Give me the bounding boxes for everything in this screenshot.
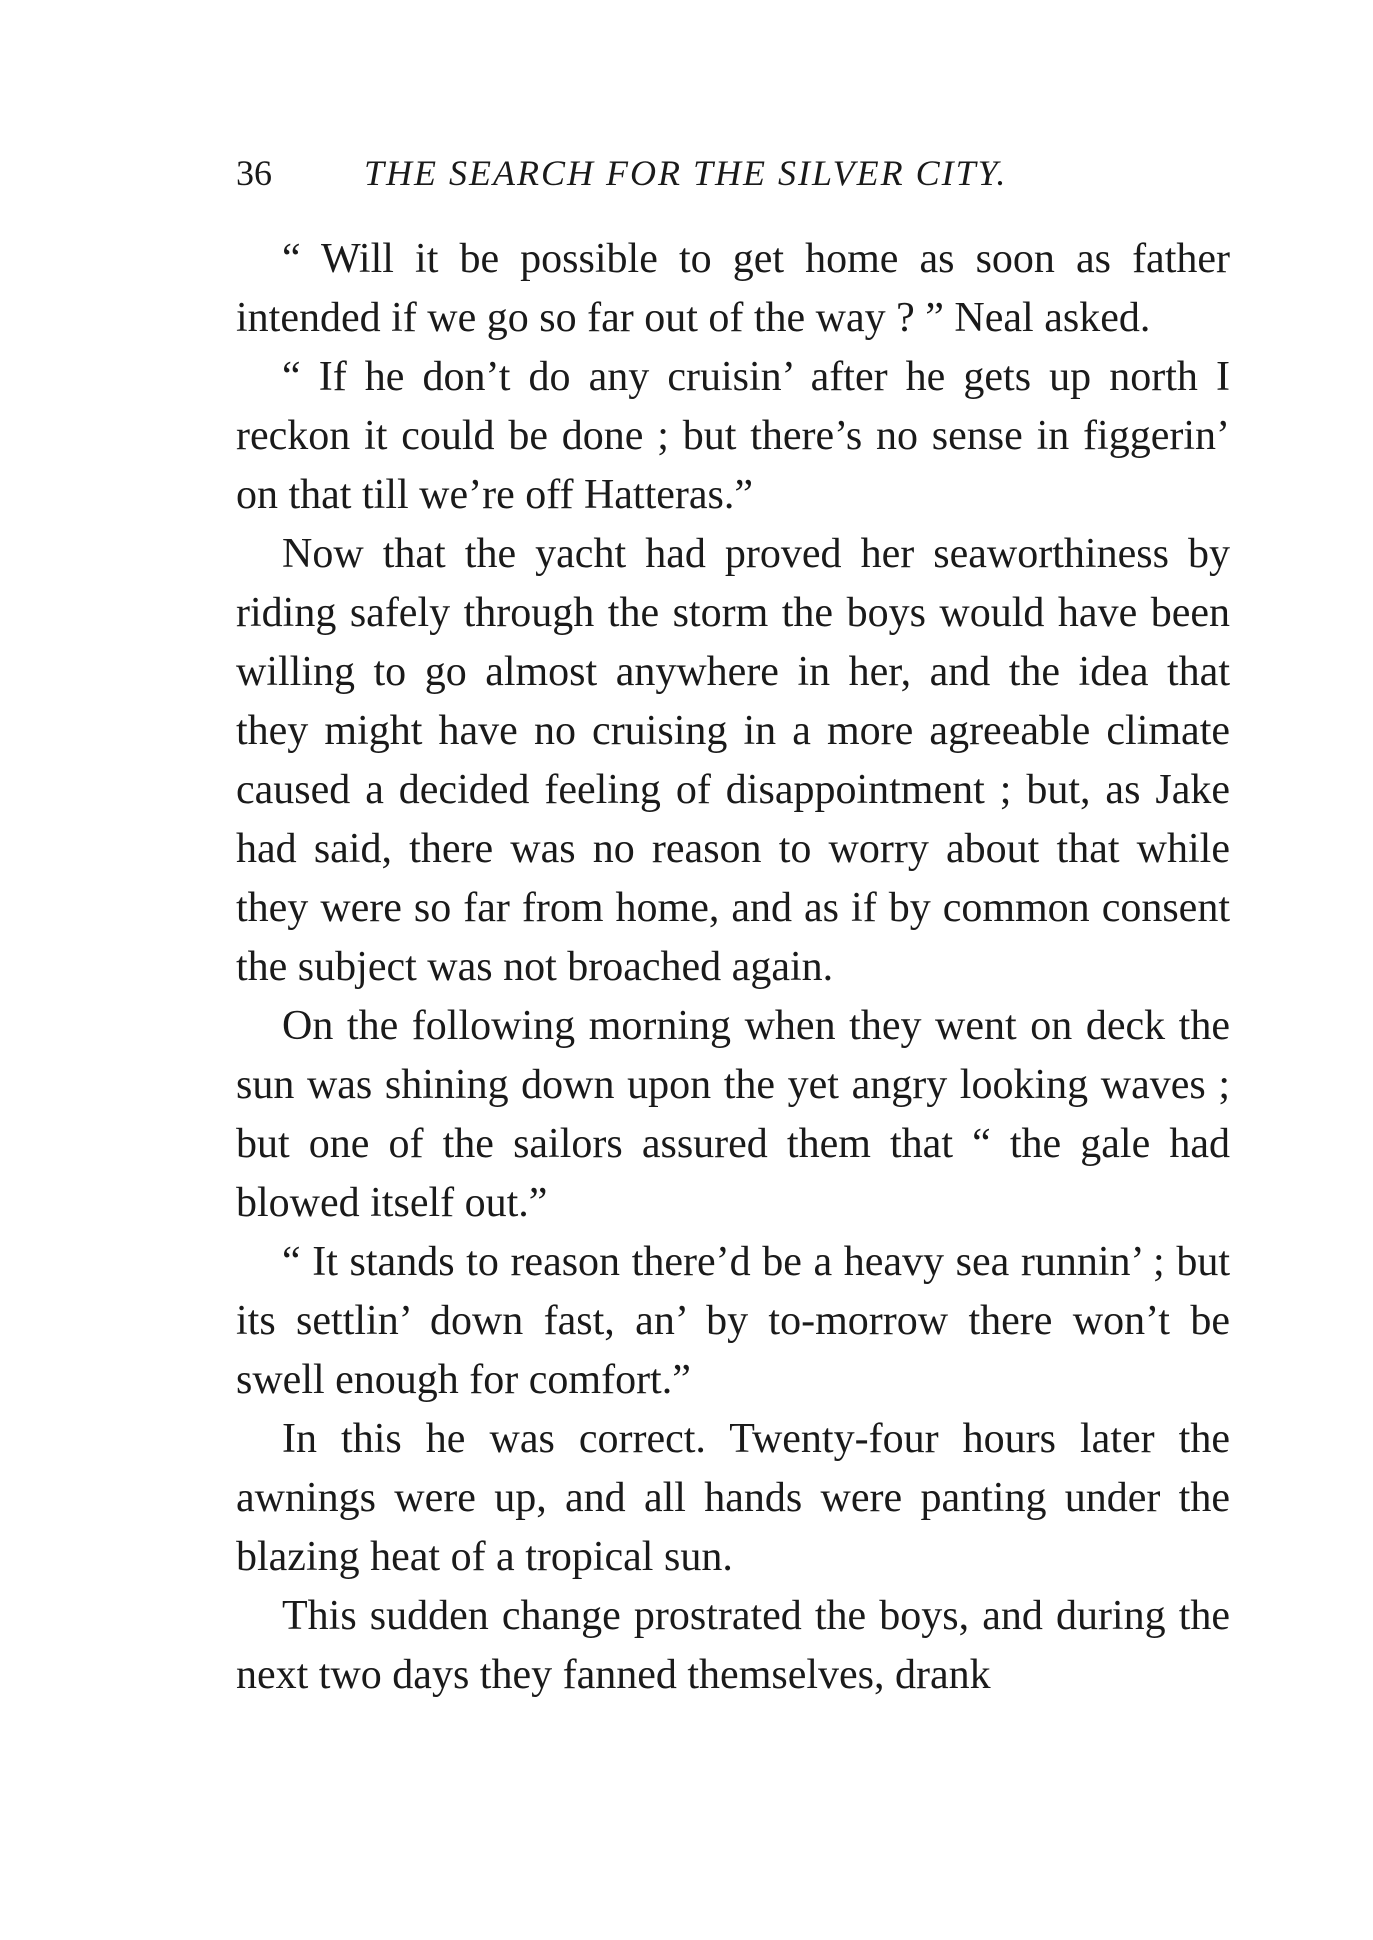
paragraph: “ If he don’t do any cruisin’ after he gets up north I reckon it could be done ; but there’s no sense in figgerin’ on that till we’re off Hatteras.” — [236, 354, 1230, 518]
running-head — [236, 148, 1116, 198]
page-number: 36 — [236, 153, 272, 193]
paragraph: This sudden change prostrated the boys, and during the next two days they fanned themselves, drank — [236, 1593, 1230, 1698]
paragraph: “ Will it be possible to get home as soon as father intended if we go so far out of the way ? ” Neal asked. — [236, 236, 1230, 341]
body-text — [236, 230, 1230, 1705]
paragraph: In this he was correct. Twenty-four hours later the awnings were up, and all hands were panting under the blazing heat of a tropical sun. — [236, 1416, 1230, 1580]
paragraph: Now that the yacht had proved her seaworthiness by riding safely through the storm the boys would have been willing to go almost anywhere in her, and the idea that they might have no cruising in a more agreeable climate caused a decided feeling of disappointment ; but, as Jake had said, there was no reason to worry about that while they were so far from home, and as if by common consent the subject was not broached again. — [236, 531, 1230, 990]
paragraph: On the following morning when they went on deck the sun was shining down upon the yet angry looking waves ; but one of the sailors assured them that “ the gale had blowed itself out.” — [236, 1003, 1230, 1226]
running-title: THE SEARCH FOR THE SILVER CITY. — [364, 153, 1008, 193]
paragraph: “ It stands to reason there’d be a heavy sea runnin’ ; but its settlin’ down fast, an’ by to-morrow there won’t be swell enough for comfort.” — [236, 1239, 1230, 1403]
